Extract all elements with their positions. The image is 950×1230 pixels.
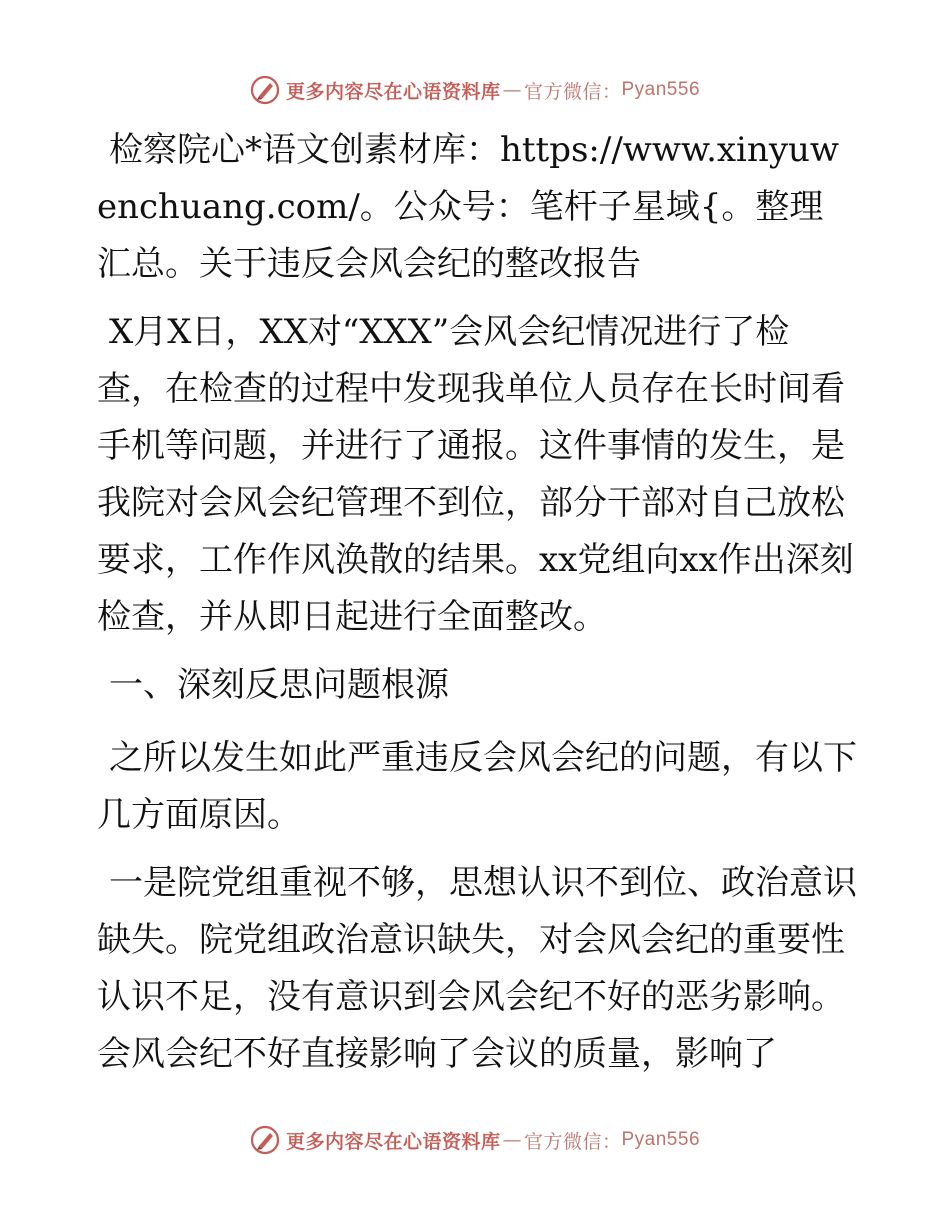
banner-wechat-label: 官方微信：: [523, 80, 622, 103]
paragraph-1: X月X日，XX对“XXX”会风会纪情况进行了检查，在检查的过程中发现我单位人员存在长时间看手机等问题，并进行了通报。这件事情的发生，是我院对会风会纪管理不到位，部分干部对自己放松要求，工作作风涣散的结果。xx党组向xx作出深刻检查，并从即日起进行全面整改。: [97, 312, 854, 637]
pen-logo-icon: [250, 75, 280, 105]
banner-wechat-id: Pyan556: [621, 1129, 701, 1150]
paragraph-2: 之所以发生如此严重违反会风会纪的问题，有以下几方面原因。: [97, 738, 857, 835]
intro-paragraph: 检察院心*语文创素材库：https://www.xinyuwenchuang.com/。公众号：笔杆子星域{。整理汇总。关于违反会风会纪的整改报告: [97, 130, 840, 284]
banner-main-text: 更多内容尽在心语资料库: [285, 1130, 501, 1153]
pen-logo-icon: [250, 1125, 280, 1155]
banner-wechat-label: 官方微信：: [523, 1130, 622, 1153]
paragraph-3: 一是院党组重视不够，思想认识不到位、政治意识缺失。院党组政治意识缺失，对会风会纪的重要性认识不足，没有意识到会风会纪不好的恶劣影响。会风会纪不好直接影响了会议的质量，影响了: [97, 863, 857, 1074]
document-body: [97, 122, 857, 1094]
banner-wechat-id: Pyan556: [621, 79, 701, 100]
banner-separator: —: [502, 1129, 522, 1151]
footer-banner: [0, 1120, 950, 1160]
banner-separator: —: [502, 79, 522, 101]
banner-main-text: 更多内容尽在心语资料库: [285, 80, 501, 103]
section-heading-1: 一、深刻反思问题根源: [109, 665, 449, 705]
header-banner: [0, 70, 950, 110]
